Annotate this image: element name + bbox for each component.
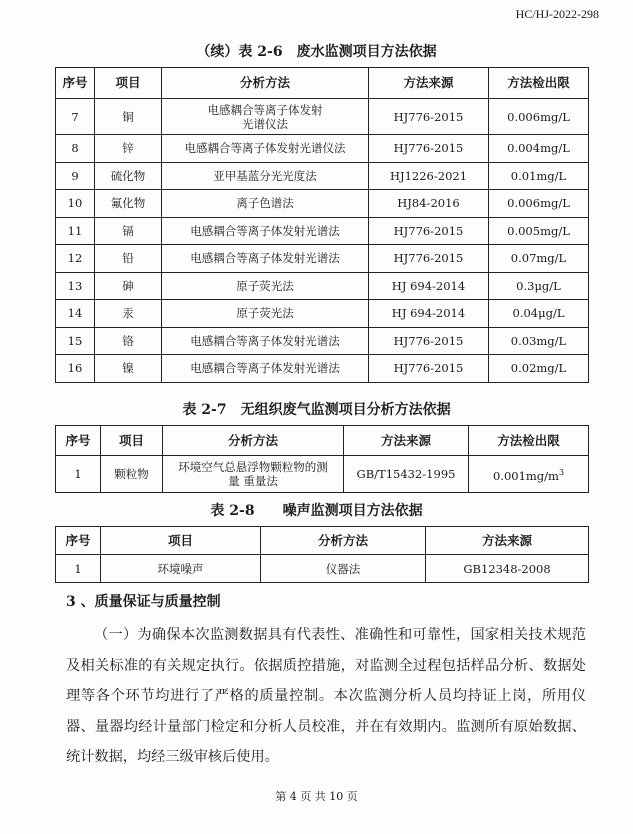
cell-item: 铜 [95, 99, 162, 135]
cell-source: HJ84-2016 [369, 190, 489, 218]
header-no: 序号 [56, 527, 101, 555]
cell-source: HJ776-2015 [369, 355, 489, 383]
cell-method: 离子色谱法 [162, 190, 369, 218]
cell-source: HJ776-2015 [369, 245, 489, 273]
cell-no: 7 [56, 99, 95, 135]
header-no: 序号 [56, 426, 101, 456]
cell-no: 11 [56, 217, 95, 245]
document-number: HC/HJ-2022-298 [515, 7, 599, 21]
header-method: 分析方法 [163, 426, 344, 456]
cell-item: 铬 [95, 327, 162, 355]
cell-limit: 0.07mg/L [489, 245, 589, 273]
cell-no: 16 [56, 355, 95, 383]
cell-item: 镉 [95, 217, 162, 245]
cell-source: HJ 694-2014 [369, 300, 489, 328]
cell-method: 仪器法 [261, 555, 426, 583]
cell-limit: 0.005mg/L [489, 217, 589, 245]
cell-method: 原子荧光法 [162, 300, 369, 328]
cell-source: HJ776-2015 [369, 135, 489, 163]
table-row [56, 99, 589, 135]
cell-no: 9 [56, 162, 95, 190]
cell-item: 环境噪声 [101, 555, 261, 583]
cell-no: 1 [56, 456, 101, 493]
table-2-8-caption: 表 2-8 噪声监测项目方法依据 [210, 503, 423, 519]
cell-item: 铅 [95, 245, 162, 273]
table-row [56, 135, 589, 163]
cell-source: GB/T15432-1995 [344, 456, 469, 493]
header-limit: 方法检出限 [489, 68, 589, 99]
header-item: 项目 [101, 426, 163, 456]
cell-method: 电感耦合等离子体发射光谱仪法 [162, 135, 369, 163]
table-row [56, 245, 589, 273]
cell-source: HJ 694-2014 [369, 272, 489, 300]
table-row [56, 217, 589, 245]
cell-method: 原子荧光法 [162, 272, 369, 300]
cell-method: 电感耦合等离子体发射 光谱仪法 [162, 99, 369, 135]
cell-item: 颗粒物 [101, 456, 163, 493]
cell-source: HJ1226-2021 [369, 162, 489, 190]
cell-method: 亚甲基蓝分光光度法 [162, 162, 369, 190]
cell-limit: 0.006mg/L [489, 99, 589, 135]
cell-no: 10 [56, 190, 95, 218]
cell-item: 氟化物 [95, 190, 162, 218]
cell-item: 硫化物 [95, 162, 162, 190]
cell-no: 1 [56, 555, 101, 583]
cell-source: HJ776-2015 [369, 327, 489, 355]
header-source: 方法来源 [369, 68, 489, 99]
cell-limit: 0.03mg/L [489, 327, 589, 355]
cell-item: 锌 [95, 135, 162, 163]
header-limit: 方法检出限 [469, 426, 589, 456]
cell-no: 13 [56, 272, 95, 300]
header-method: 分析方法 [261, 527, 426, 555]
cell-no: 8 [56, 135, 95, 163]
cell-method: 电感耦合等离子体发射光谱法 [162, 245, 369, 273]
table-row [56, 327, 589, 355]
table-2-6-caption: （续）表 2-6 废水监测项目方法依据 [196, 44, 437, 60]
cell-limit: $0.001mg/m^3$ [469, 456, 589, 493]
table-row [56, 355, 589, 383]
header-source: 方法来源 [344, 426, 469, 456]
cell-limit: 0.006mg/L [489, 190, 589, 218]
cell-no: 14 [56, 300, 95, 328]
cell-source: GB12348-2008 [426, 555, 589, 583]
header-source: 方法来源 [426, 527, 589, 555]
header-no: 序号 [56, 68, 95, 99]
table-row [56, 555, 589, 583]
cell-item: 汞 [95, 300, 162, 328]
wastewater-methods-table [55, 67, 589, 383]
quality-control-paragraph: （一）为确保本次监测数据具有代表性、准确性和可靠性，国家相关技术规范及相关标准的有关规定执行。依据质控措施，对监测全过程包括样品分析、数据处理等各个环节均进行了严格的质量控制。本次监测分析人员均持证上岗，所用仪器、量器均经计量部门检定和分析人员校准，并在有效期内。监测所有原始数据、统计数据，均经三级审核后使用。 [66, 627, 586, 765]
table-row [56, 190, 589, 218]
table-row [56, 456, 589, 493]
section-heading: 3 、质量保证与质量控制 [66, 594, 221, 610]
cell-method: 电感耦合等离子体发射光谱法 [162, 355, 369, 383]
cell-limit: 0.02mg/L [489, 355, 589, 383]
cell-method: 环境空气总悬浮物颗粒物的测 量 重量法 [163, 456, 344, 493]
cell-source: HJ776-2015 [369, 217, 489, 245]
fugitive-gas-methods-table [55, 425, 589, 493]
noise-methods-table [55, 526, 589, 583]
cell-limit: 0.004mg/L [489, 135, 589, 163]
table-2-7-caption: 表 2-7 无组织废气监测项目分析方法依据 [182, 402, 451, 418]
cell-no: 12 [56, 245, 95, 273]
table-row [56, 300, 589, 328]
header-item: 项目 [101, 527, 261, 555]
page-footer: 第 4 页 共 10 页 [275, 790, 358, 803]
table-row [56, 162, 589, 190]
cell-source: HJ776-2015 [369, 99, 489, 135]
cell-method: 电感耦合等离子体发射光谱法 [162, 327, 369, 355]
cell-limit: 0.3μg/L [489, 272, 589, 300]
table-row [56, 272, 589, 300]
cell-no: 15 [56, 327, 95, 355]
header-item: 项目 [95, 68, 162, 99]
cell-item: 砷 [95, 272, 162, 300]
cell-item: 镍 [95, 355, 162, 383]
cell-limit: 0.04μg/L [489, 300, 589, 328]
cell-method: 电感耦合等离子体发射光谱法 [162, 217, 369, 245]
cell-limit: 0.01mg/L [489, 162, 589, 190]
header-method: 分析方法 [162, 68, 369, 99]
